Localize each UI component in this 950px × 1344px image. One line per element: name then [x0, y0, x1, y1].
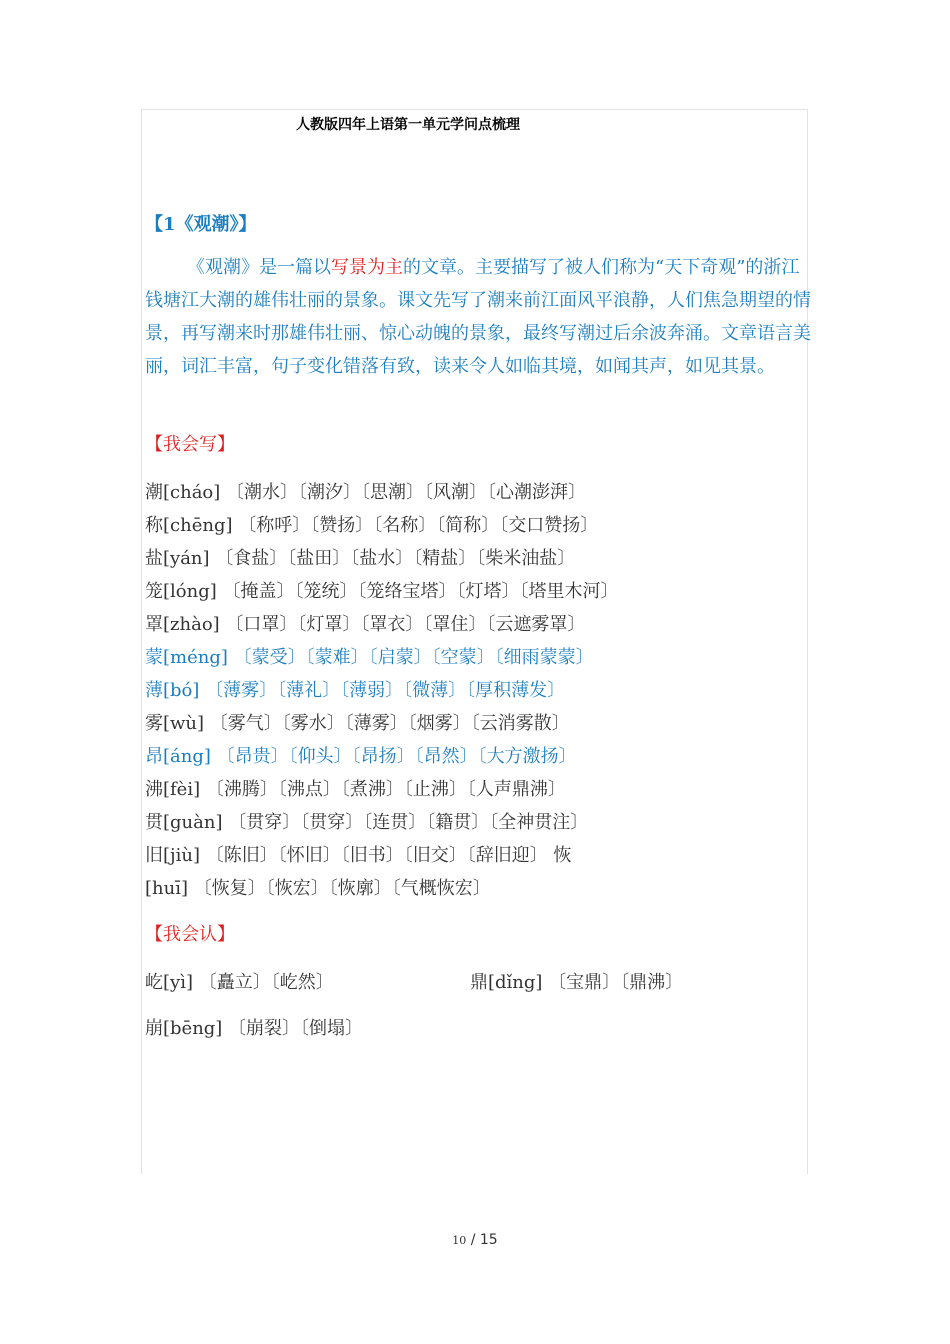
vocab-line: 雾[wù] 〔雾气〕〔雾水〕〔薄雾〕〔烟雾〕〔云消雾散〕: [145, 713, 570, 734]
intro-paragraph: [145, 251, 815, 383]
recognize-right: 鼎[dǐng] 〔宝鼎〕〔鼎沸〕: [470, 972, 684, 993]
vocab-line: 昂[áng] 〔昂贵〕〔仰头〕〔昂扬〕〔昂然〕〔大方激扬〕: [145, 746, 577, 767]
vocab-line: 称[chēng] 〔称呼〕〔赞扬〕〔名称〕〔简称〕〔交口赞扬〕: [145, 515, 599, 536]
intro-part1: 《观潮》是一篇以: [187, 257, 331, 278]
intro-part2: 的文章。主要描写了被人们称为“天下奇观”的浙江钱塘江大潮的雄伟壮丽的景象。课文先写了潮来前江面风平浪静，人们焦急期望的情景，再写潮来时那雄伟壮丽、惊心动魄的景象，最终写潮过后余波奔涌。文章语言美丽，词汇丰富，句子变化错落有致，读来令人如临其境，如闻其声，如见其景。: [145, 257, 811, 377]
vocab-line: 盐[yán] 〔食盐〕〔盐田〕〔盐水〕〔精盐〕〔柴米油盐〕: [145, 548, 576, 569]
vocab-line: 薄[bó] 〔薄雾〕〔薄礼〕〔薄弱〕〔微薄〕〔厚积薄发〕: [145, 680, 566, 701]
vocab-line: 旧[jiù] 〔陈旧〕〔怀旧〕〔旧书〕〔旧交〕〔辞旧迎〕 恢: [145, 845, 572, 866]
write-heading: 【我会写】: [145, 434, 235, 455]
recognize-heading: 【我会认】: [145, 924, 235, 945]
section-title: 【1《观潮》】: [145, 214, 257, 235]
vocab-line: 罩[zhào] 〔口罩〕〔灯罩〕〔罩衣〕〔罩住〕〔云遮雾罩〕: [145, 614, 586, 635]
vocab-line: [huī] 〔恢复〕〔恢宏〕〔恢廓〕〔气概恢宏〕: [145, 878, 491, 899]
vocab-line: 贯[guàn] 〔贯穿〕〔贯穿〕〔连贯〕〔籍贯〕〔全神贯注〕: [145, 812, 589, 833]
recognize-list: [145, 966, 684, 1058]
page-number: [0, 1232, 950, 1248]
write-vocab-list: [145, 476, 810, 905]
recognize-left: 屹[yì] 〔矗立〕〔屹然〕: [145, 972, 334, 993]
page-total: / 15: [470, 1232, 498, 1248]
vocab-line: 笼[lóng] 〔掩盖〕〔笼统〕〔笼络宝塔〕〔灯塔〕〔塔里木河〕: [145, 581, 619, 602]
intro-highlight: 写景为主: [331, 257, 403, 278]
vocab-line: 潮[cháo] 〔潮水〕〔潮汐〕〔思潮〕〔风潮〕〔心潮澎湃〕: [145, 482, 587, 503]
vocab-line: 沸[fèi] 〔沸腾〕〔沸点〕〔煮沸〕〔止沸〕〔人声鼎沸〕: [145, 779, 566, 800]
recognize-row: [145, 966, 684, 1012]
page-current: 10: [452, 1234, 467, 1247]
recognize-left: 崩[bēng] 〔崩裂〕〔倒塌〕: [145, 1018, 364, 1039]
recognize-row: [145, 1012, 363, 1058]
vocab-line: 蒙[méng] 〔蒙受〕〔蒙难〕〔启蒙〕〔空蒙〕〔细雨蒙蒙〕: [145, 647, 594, 668]
document-title: 人教版四年上语第一单元学问点梳理: [296, 117, 520, 133]
